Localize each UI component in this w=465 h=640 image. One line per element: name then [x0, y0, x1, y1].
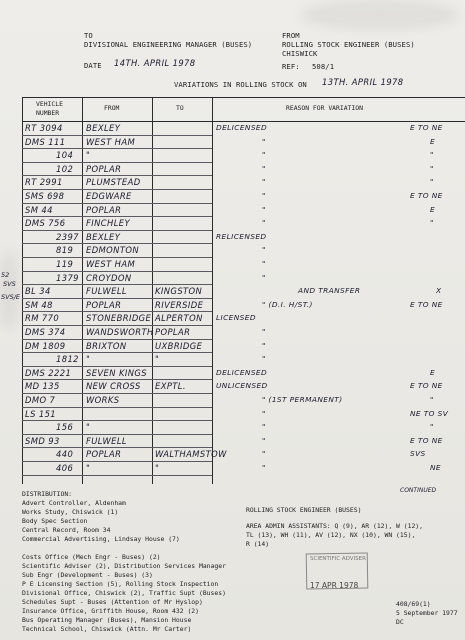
cell-reason: ": [262, 245, 266, 255]
cell-code: E: [430, 367, 436, 377]
initials: DC: [396, 618, 404, 626]
table-row-line: [22, 271, 212, 272]
cell-from: SEVEN KINGS: [86, 367, 147, 378]
cell-reason: AND TRANSFER: [298, 286, 361, 296]
col-header-to: TO: [176, 104, 184, 112]
cell-from: FULWELL: [86, 435, 127, 446]
cell-vehicle: BL 34: [25, 286, 51, 297]
cell-vehicle: 102: [56, 163, 74, 174]
cell-reason: ": [262, 272, 266, 282]
cell-from: FINCHLEY: [86, 218, 130, 229]
cell-vehicle: 406: [56, 463, 74, 473]
cell-from: NEW CROSS: [86, 381, 141, 392]
from-sender: ROLLING STOCK ENGINEER (BUSES): [282, 40, 415, 49]
table-row-line: [22, 135, 212, 136]
cell-code: E TO NE: [410, 435, 443, 445]
table-row-line: [22, 325, 212, 326]
cell-from: ": [86, 354, 91, 365]
table-row-line: [22, 339, 212, 340]
margin-note: SVS: [3, 280, 16, 288]
cell-to: UXBRIDGE: [155, 340, 203, 351]
document-title: VARIATIONS IN ROLLING STOCK ON: [174, 80, 307, 89]
cell-reason: ": [262, 150, 266, 160]
cell-from: ": [86, 422, 91, 433]
cell-from: FULWELL: [86, 286, 127, 297]
table-col-divider: [212, 97, 213, 484]
to-recipient: DIVISIONAL ENGINEERING MANAGER (BUSES): [84, 40, 253, 49]
cell-to: ALPERTON: [155, 313, 203, 324]
bleed-through: [300, 0, 460, 30]
ref-label: REF:: [282, 62, 300, 71]
cell-vehicle: MD 135: [25, 381, 60, 392]
table-row-line: [22, 420, 212, 421]
table-row-line: [22, 366, 212, 367]
table-col-divider: [82, 97, 83, 484]
issue-date: 5 September 1977: [396, 609, 458, 617]
cell-vehicle: DMS 374: [25, 327, 66, 337]
cell-code: E: [430, 136, 436, 146]
cell-code: X: [436, 286, 442, 296]
title-date: 13TH. APRIL 1978: [322, 77, 404, 87]
cell-vehicle: SMS 698: [25, 191, 65, 201]
ref-value: 508/1: [312, 62, 335, 71]
area-admin-line: TL (13), WH (11), AV (12), NX (10), WN (15),: [246, 531, 416, 539]
cell-reason: ": [262, 259, 266, 268]
cell-from: WORKS: [86, 395, 120, 405]
cell-reason: DELICENSED: [216, 123, 268, 132]
distribution-line: Divisional Office, Chiswick (2), Traffic Supt (Buses): [22, 589, 226, 597]
cell-from: POPLAR: [86, 204, 122, 215]
cell-vehicle: RT 2991: [25, 177, 63, 188]
table-col-divider: [152, 97, 153, 484]
from-label: FROM: [282, 31, 300, 40]
area-admin-line: AREA ADMIN ASSISTANTS: Q (9), AR (12), W (12),: [246, 522, 423, 530]
distribution-line: Body Spec Section: [22, 517, 88, 525]
distribution-line: DISTRIBUTION:: [22, 490, 73, 498]
cell-vehicle: 1812: [56, 354, 79, 365]
cell-code: ": [430, 422, 434, 432]
table-row-line: [22, 434, 212, 435]
cell-reason: ": [262, 422, 266, 432]
table-row-line: [22, 203, 212, 204]
cell-reason: ": [262, 163, 266, 173]
cell-vehicle: DM 1809: [25, 340, 66, 351]
table-row-line: [22, 189, 212, 190]
cell-to: WALTHAMSTOW: [155, 449, 227, 460]
distribution-line: Sub Engr (Development - Buses) (3): [22, 571, 153, 579]
distribution-line: P E Licensing Section (5), Rolling Stock Inspection: [22, 580, 219, 588]
cell-reason: ": [262, 191, 266, 200]
col-header-vehicle: VEHICLE: [36, 100, 63, 108]
cell-reason: ": [262, 435, 266, 445]
rse-heading: ROLLING STOCK ENGINEER (BUSES): [246, 506, 362, 514]
cell-code: E TO NE: [410, 381, 443, 391]
cell-reason: " (D.I. H/ST.): [262, 299, 313, 309]
cell-reason: UNLICENSED: [216, 381, 268, 391]
cell-vehicle: DMS 2221: [25, 367, 72, 378]
cell-to: POPLAR: [155, 327, 191, 337]
from-sender-location: CHISWICK: [282, 49, 318, 58]
table-row-line: [22, 148, 212, 149]
table-row-line: [22, 379, 212, 380]
table-row-line: [22, 230, 212, 231]
stamp-text: SCIENTIFIC ADVISER: [310, 556, 366, 562]
cell-reason: ": [262, 463, 266, 472]
cell-from: WEST HAM: [86, 136, 136, 147]
cell-from: ": [86, 463, 91, 473]
cell-reason: ": [262, 136, 266, 146]
cell-reason: ": [262, 177, 266, 187]
cell-reason: " (1ST PERMANENT): [262, 395, 343, 404]
margin-note: 52: [1, 271, 10, 279]
col-header-reason: REASON FOR VARIATION: [286, 104, 363, 112]
cell-code: ": [430, 163, 434, 173]
cell-vehicle: SMD 93: [25, 435, 60, 446]
cell-code: NE: [430, 463, 441, 472]
cell-from: PLUMSTEAD: [86, 177, 141, 188]
table-header-border: [22, 121, 465, 122]
cell-code: ": [430, 150, 434, 160]
cell-vehicle: LS 151: [25, 408, 57, 419]
cell-vehicle: RM 770: [25, 313, 60, 324]
table-row-line: [22, 216, 212, 217]
distribution-line: Central Record, Room 34: [22, 526, 111, 534]
cell-to: EXPTL.: [155, 381, 186, 392]
file-ref: 408/69(1): [396, 600, 431, 608]
date-value: 14TH. APRIL 1978: [114, 58, 196, 68]
cell-code: ": [430, 218, 434, 228]
cell-to: KINGSTON: [155, 286, 203, 297]
cell-from: BEXLEY: [86, 123, 121, 133]
cell-code: ": [430, 395, 434, 404]
cell-vehicle: DMO 7: [25, 395, 56, 405]
cell-code: E TO NE: [410, 299, 443, 309]
cell-vehicle: 819: [56, 245, 74, 256]
cell-vehicle: 1379: [56, 272, 79, 283]
table-row-line: [22, 243, 212, 244]
cell-reason: DELICENSED: [216, 367, 268, 377]
cell-vehicle: SM 48: [25, 299, 53, 310]
cell-reason: ": [262, 204, 266, 214]
cell-reason: ": [262, 408, 266, 418]
cell-code: NE TO SV: [410, 408, 449, 418]
cell-reason: ": [262, 218, 266, 228]
distribution-line: Advert Controller, Aldenham: [22, 499, 126, 507]
cell-from: POPLAR: [86, 449, 122, 460]
cell-vehicle: SM 44: [25, 204, 53, 215]
area-admin-line: R (14): [246, 540, 270, 548]
cell-vehicle: DMS 111: [25, 136, 66, 147]
date-label: DATE: [84, 61, 102, 70]
cell-reason: ": [262, 449, 266, 459]
table-row-line: [22, 407, 212, 408]
cell-from: POPLAR: [86, 163, 122, 174]
margin-note: SVS/E: [1, 293, 20, 301]
table-row-line: [22, 461, 212, 462]
distribution-line: Works Study, Chiswick (1): [22, 508, 119, 516]
distribution-line: Technical School, Chiswick (Attn. Mr Carter): [22, 625, 192, 633]
cell-from: BEXLEY: [86, 231, 121, 242]
cell-vehicle: RT 3094: [25, 123, 63, 133]
cell-vehicle: 119: [56, 259, 74, 269]
cell-code: E TO NE: [410, 191, 443, 200]
to-label: TO: [84, 31, 93, 40]
cell-from: CROYDON: [86, 272, 132, 283]
cell-vehicle: 156: [56, 422, 74, 433]
cell-to: ": [155, 463, 160, 473]
cell-from: STONEBRIDGE: [86, 313, 152, 324]
cell-reason: ": [262, 340, 266, 350]
table-row-line: [22, 447, 212, 448]
cell-from: BRIXTON: [86, 340, 127, 351]
cell-reason: ": [262, 354, 266, 364]
distribution-line: Costs Office (Mech Engr - Buses) (2): [22, 553, 161, 561]
table-row-line: [22, 352, 212, 353]
cell-code: E: [430, 204, 436, 214]
table-row-line: [22, 393, 212, 394]
cell-from: EDMONTON: [86, 245, 139, 256]
cell-from: EDGWARE: [86, 191, 132, 201]
col-header-from: FROM: [104, 104, 120, 112]
table-row-line: [22, 175, 212, 176]
table-row-line: [22, 475, 212, 476]
cell-from: WEST HAM: [86, 259, 136, 269]
cell-vehicle: 440: [56, 449, 74, 460]
table-row-line: [22, 284, 212, 285]
table-top-border: [22, 97, 465, 98]
distribution-line: Schedules Supt - Buses (Attention of Mr Hyslop): [22, 598, 203, 606]
cell-code: E TO NE: [410, 123, 443, 132]
cell-vehicle: 104: [56, 150, 74, 161]
table-row-line: [22, 311, 212, 312]
table-col-divider: [22, 97, 23, 484]
cell-from: ": [86, 150, 91, 161]
cell-to: ": [155, 354, 160, 365]
cell-vehicle: 2397: [56, 231, 79, 242]
margin-shadow: [0, 250, 18, 330]
cell-code: ": [430, 177, 434, 187]
distribution-line: Bus Operating Manager (Buses), Mansion House: [22, 616, 192, 624]
cell-from: WANDSWORTH: [86, 327, 154, 337]
cell-reason: LICENSED: [216, 313, 256, 323]
table-row-line: [22, 257, 212, 258]
distribution-line: Scientific Adviser (2), Distribution Services Manager: [22, 562, 226, 570]
cell-from: POPLAR: [86, 299, 122, 310]
table-row-line: [22, 298, 212, 299]
cell-reason: RELICENSED: [216, 231, 267, 241]
cell-to: RIVERSIDE: [155, 299, 204, 310]
distribution-line: Insurance Office, Griffith House, Room 432 (2): [22, 607, 199, 615]
cell-vehicle: DMS 756: [25, 218, 66, 229]
cell-code: SVS: [410, 449, 426, 459]
col-header-number: NUMBER: [36, 109, 60, 117]
cell-reason: ": [262, 327, 266, 336]
stamp-date: 17 APR 1978: [310, 581, 359, 590]
continued-note: CONTINUED: [400, 487, 437, 494]
distribution-line: Commercial Advertising, Lindsay House (7): [22, 535, 180, 543]
table-row-line: [22, 162, 212, 163]
